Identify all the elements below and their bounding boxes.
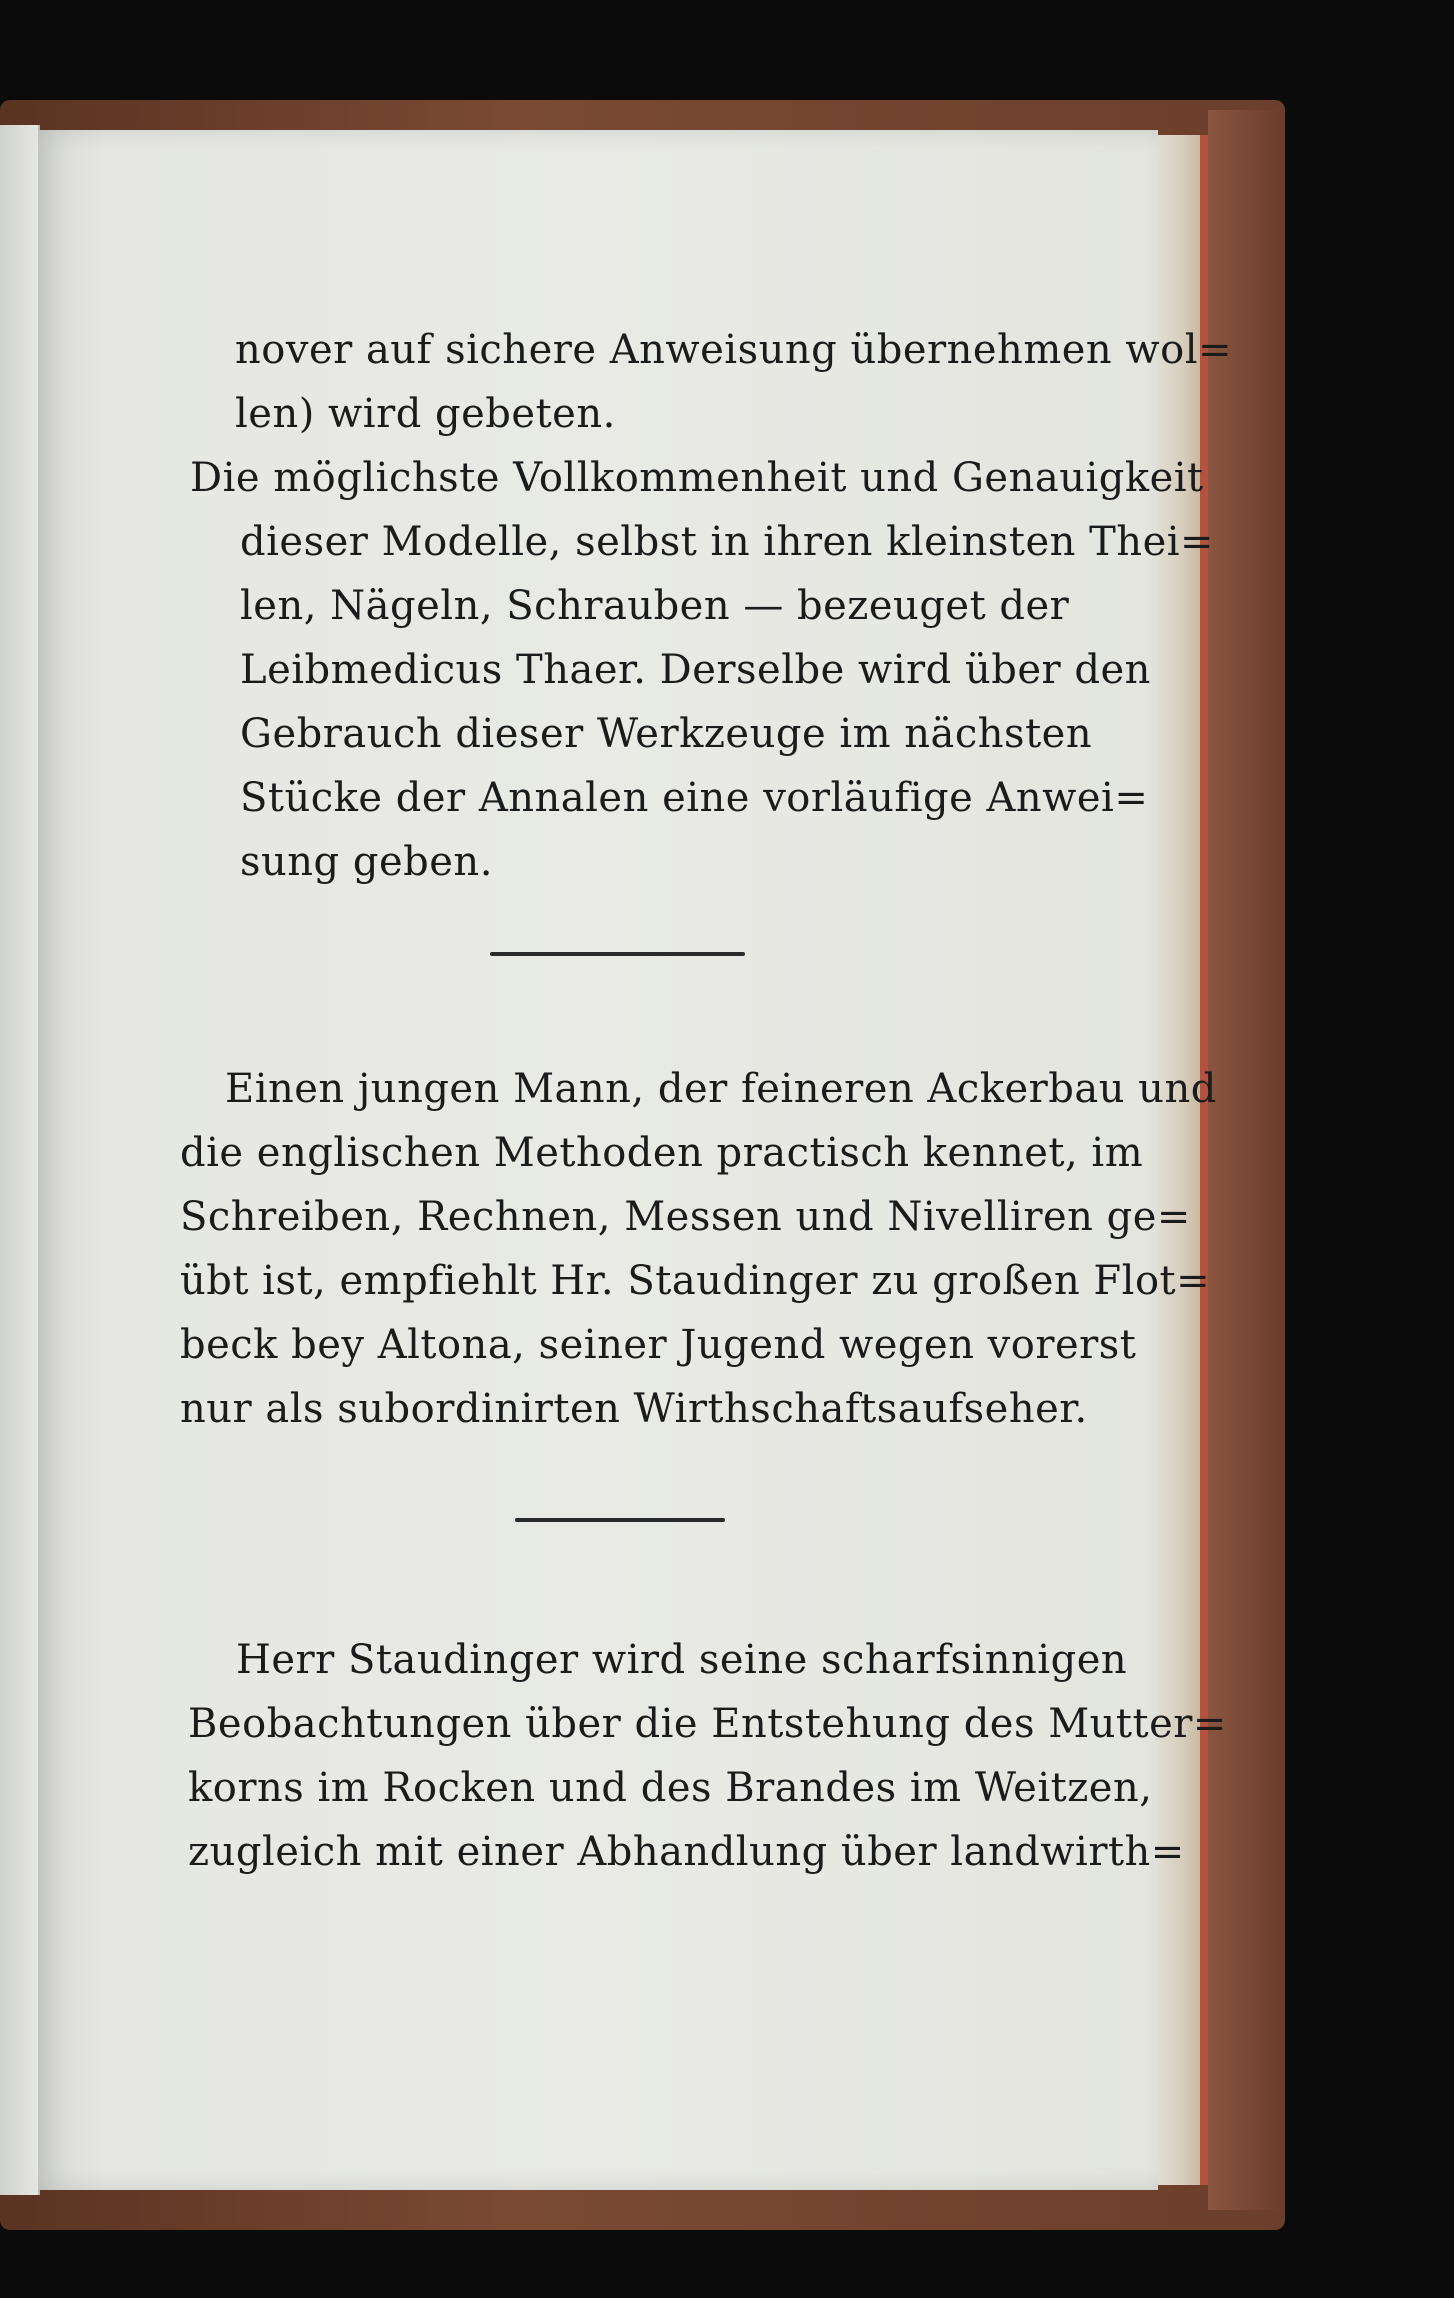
section-divider xyxy=(490,952,745,956)
text-line: zugleich mit einer Abhandlung über landwirth= xyxy=(188,1829,1185,1875)
text-line: Einen jungen Mann, der feineren Ackerbau und xyxy=(225,1066,1217,1112)
text-line: nur als subordinirten Wirthschaftsaufseher. xyxy=(180,1386,1088,1432)
text-line: Schreiben, Rechnen, Messen und Nivelliren ge= xyxy=(180,1194,1191,1240)
text-line: Die möglichste Vollkommenheit und Genauigkeit xyxy=(190,455,1204,501)
paragraph-continued xyxy=(190,318,1232,894)
text-line: sung geben. xyxy=(240,839,493,885)
text-line: beck bey Altona, seiner Jugend wegen vorerst xyxy=(180,1322,1137,1368)
facing-page-edge xyxy=(0,125,40,2195)
text-line: dieser Modelle, selbst in ihren kleinsten Thei= xyxy=(240,519,1215,565)
text-line: len, Nägeln, Schrauben — bezeuget der xyxy=(240,583,1070,629)
text-line: die englischen Methoden practisch kennet, im xyxy=(180,1130,1144,1176)
paragraph-recommendation xyxy=(180,1057,1217,1441)
section-divider xyxy=(515,1518,725,1522)
text-line: len) wird gebeten. xyxy=(235,391,616,437)
text-line: Leibmedicus Thaer. Derselbe wird über den xyxy=(240,647,1151,693)
paragraph-announcement xyxy=(188,1628,1227,1884)
text-line: Stücke der Annalen eine vorläufige Anwei= xyxy=(240,775,1149,821)
text-line: übt ist, empfiehlt Hr. Staudinger zu großen Flot= xyxy=(180,1258,1211,1304)
text-line: Beobachtungen über die Entstehung des Mutter= xyxy=(188,1701,1227,1747)
text-line: Herr Staudinger wird seine scharfsinnigen xyxy=(236,1637,1128,1683)
text-line: korns im Rocken und des Brandes im Weitzen, xyxy=(188,1765,1153,1811)
text-line: nover auf sichere Anweisung übernehmen wol= xyxy=(235,327,1233,373)
text-line: Gebrauch dieser Werkzeuge im nächsten xyxy=(240,711,1093,757)
